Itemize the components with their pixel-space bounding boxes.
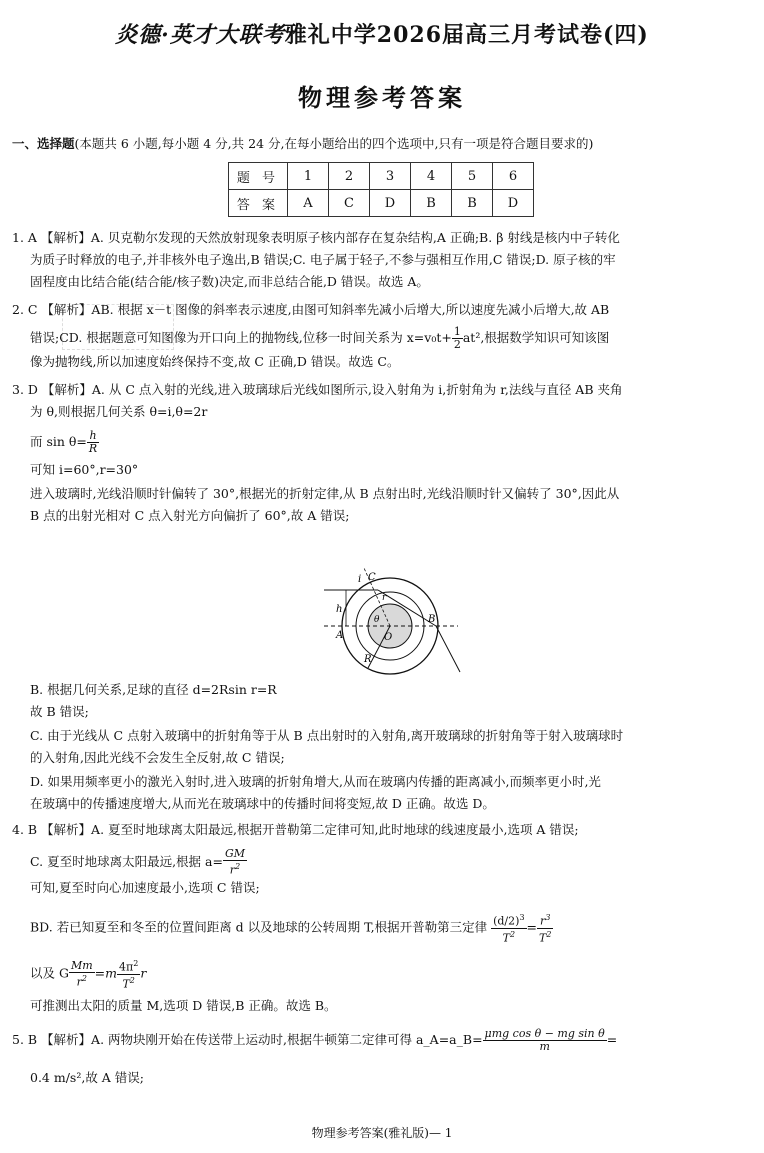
q3-line-12: 在玻璃中的传播速度增大,从而光在玻璃球中的传播时间将变短,故 D 正确。故选 D。 bbox=[30, 796, 495, 811]
page-footer: 物理参考答案(雅礼版)— 1 bbox=[311, 1126, 453, 1140]
table-cell: 3 bbox=[370, 163, 411, 190]
q1-line-2: 为质子时释放的电子,并非核外电子逸出,B 错误;C. 电子属于轻子,不参与强相互作用,C 错误;D. 原子核的牢 bbox=[30, 252, 616, 267]
q1-line-1: 1. A 【解析】A. 贝克勒尔发现的天然放射现象表明原子核内部存在复杂结构,A 正确;B. β 射线是核内中子转化 bbox=[12, 230, 620, 245]
exam-header bbox=[0, 18, 764, 49]
refraction-diagram bbox=[318, 560, 468, 680]
answer-table bbox=[228, 162, 534, 217]
table-row bbox=[229, 190, 534, 217]
q4-line-5-text: 以及 G bbox=[30, 965, 69, 981]
row-label-number: 题 号 bbox=[229, 163, 288, 190]
q4-line-2 bbox=[30, 848, 247, 877]
q5-line-2: 0.4 m/s²,故 A 错误; bbox=[30, 1070, 145, 1085]
q2-line-2 bbox=[30, 326, 609, 351]
table-cell: 5 bbox=[452, 163, 493, 190]
q5-line-1: 5. B 【解析】A. 两物块刚开始在传送带上运动时,根据牛顿第二定律可得 a_A=a_B= $\frac{\text{μmg cos θ − mg sin θ}}{m}$ = bbox=[12, 1027, 618, 1053]
header-exam-name: 雅礼中学2026届高三月考试卷(四) bbox=[284, 22, 649, 48]
fraction-4pi2-over-t2: $\frac{4\pi^2}{T^2}$ bbox=[119, 959, 139, 991]
label-big-r: R bbox=[364, 654, 372, 665]
table-row bbox=[229, 163, 534, 190]
label-o: O bbox=[384, 632, 393, 643]
document-title: 物理参考答案 bbox=[298, 83, 466, 112]
q3-line-6: B 点的出射光相对 C 点入射光方向偏折了 60°,故 A 错误; bbox=[30, 508, 350, 523]
q3-line-1: 3. D 【解析】A. 从 C 点入射的光线,进入玻璃球后光线如图所示,设入射角为 i,折射角为 r,法线与直径 AB 夹角 bbox=[12, 382, 623, 397]
q3-line-7: B. 根据几何关系,足球的直径 d=2Rsin r=R bbox=[30, 682, 277, 697]
label-theta: θ bbox=[374, 615, 380, 625]
q2-line-2b: at²,根据数学知识可知该图 bbox=[462, 330, 610, 345]
label-c: C bbox=[368, 572, 376, 583]
q3-line-8: 故 B 错误; bbox=[30, 704, 89, 719]
q1-line-3: 固程度由比结合能(结合能/核子数)决定,而非总结合能,D 错误。故选 A。 bbox=[30, 274, 429, 289]
fraction-kepler-right: $\frac{r^3}{T^2}$ bbox=[539, 913, 552, 945]
q3-line-5: 进入玻璃时,光线沿顺时针偏转了 30°,根据光的折射定律,从 B 点射出时,光线沿顺时针又偏转了 30°,因此从 bbox=[30, 486, 620, 501]
q3-line-3-text: 而 sin θ= bbox=[30, 434, 87, 449]
section-heading-choice bbox=[12, 134, 752, 152]
exit-ray bbox=[436, 626, 460, 672]
label-b: B bbox=[428, 614, 436, 625]
q3-line-4: 可知 i=60°,r=30° bbox=[30, 462, 139, 477]
q4-line-1: 4. B 【解析】A. 夏至时地球离太阳最远,根据开普勒第二定律可知,此时地球的线速度最小,选项 A 错误; bbox=[12, 822, 579, 837]
table-cell: 1 bbox=[288, 163, 329, 190]
q2-line-2a: 错误;CD. 根据题意可知图像为开口向上的抛物线,位移一时间关系为 x=v₀t+ bbox=[30, 330, 452, 345]
fraction-gm-over-r2: $\frac{GM}{r^2}$ bbox=[224, 847, 246, 877]
label-h: h bbox=[336, 604, 343, 615]
label-i: i bbox=[358, 574, 362, 585]
section-description: (本题共 6 小题,每小题 4 分,共 24 分,在每小题给出的四个选项中,只有一项是符合题目要求的) bbox=[74, 136, 594, 151]
q3-line-2: 为 θ,则根据几何关系 θ=i,θ=2r bbox=[30, 404, 208, 419]
table-cell: B bbox=[452, 190, 493, 217]
header-brand: 炎德·英才大联考 bbox=[115, 22, 285, 48]
table-cell: 2 bbox=[329, 163, 370, 190]
q4-line-4-text: BD. 若已知夏至和冬至的位置间距离 d 以及地球的公转周期 T,根据开普勒第三定律 bbox=[30, 919, 488, 935]
fraction-newton: $\frac{\text{μmg cos θ − mg sin θ}}{m}$ bbox=[484, 1027, 605, 1053]
fraction-mm-over-r2: $\frac{Mm}{r^2}$ bbox=[70, 958, 93, 989]
label-a: A bbox=[336, 630, 344, 641]
table-cell: B bbox=[411, 190, 452, 217]
table-cell: D bbox=[493, 190, 534, 217]
fraction-kepler-left: $\frac{(d/2)^3}{T^2}$ bbox=[493, 913, 525, 945]
q5-line-1-text: 5. B 【解析】A. 两物块刚开始在传送带上运动时,根据牛顿第二定律可得 a_A=a_B= bbox=[12, 1032, 483, 1047]
q3-line-11: D. 如果用频率更小的激光入射时,进入玻璃的折射角增大,从而在玻璃内传播的距离减小,而频率更小时,光 bbox=[30, 774, 601, 789]
table-cell: D bbox=[370, 190, 411, 217]
table-cell: C bbox=[329, 190, 370, 217]
row-label-answer: 答 案 bbox=[229, 190, 288, 217]
table-cell: 4 bbox=[411, 163, 452, 190]
section-title: 一、选择题 bbox=[12, 136, 75, 151]
q3-line-10: 的入射角,因此光线不会发生全反射,故 C 错误; bbox=[30, 750, 285, 765]
table-cell: A bbox=[288, 190, 329, 217]
q2-line-3: 像为抛物线,所以加速度始终保持不变,故 C 正确,D 错误。故选 C。 bbox=[30, 354, 400, 369]
q4-line-3: 可知,夏至时向心加速度最小,选项 C 错误; bbox=[30, 880, 260, 895]
q4-line-5: 以及 G $\frac{Mm}{r^2}$ =m $\frac{4\pi^2}{T^2}$ r bbox=[30, 958, 147, 991]
q3-line-3 bbox=[30, 430, 99, 455]
q2-line-1: 2. C 【解析】AB. 根据 x－t 图像的斜率表示速度,由图可知斜率先减小后增大,所以速度先减小后增大,故 AB bbox=[12, 302, 610, 317]
fraction-h-over-r: $\frac{h}{R}$ bbox=[88, 429, 98, 455]
q4-line-6: 可推测出太阳的质量 M,选项 D 错误,B 正确。故选 B。 bbox=[30, 998, 337, 1013]
q4-line-4: BD. 若已知夏至和冬至的位置间距离 d 以及地球的公转周期 T,根据开普勒第三定律 $\frac{(d/2)^3}{T^2}$ = $\frac{r^3}{T^2}$ bbox=[30, 913, 552, 945]
fraction-half: $\frac{1}{2}$ bbox=[453, 325, 461, 351]
table-cell: 6 bbox=[493, 163, 534, 190]
label-r: r bbox=[382, 593, 387, 603]
q3-line-9: C. 由于光线从 C 点射入玻璃中的折射角等于从 B 点出射时的入射角,离开玻璃球的折射角等于射入玻璃球时 bbox=[30, 728, 624, 743]
q4-line-2-text: C. 夏至时地球离太阳最远,根据 a= bbox=[30, 853, 223, 869]
